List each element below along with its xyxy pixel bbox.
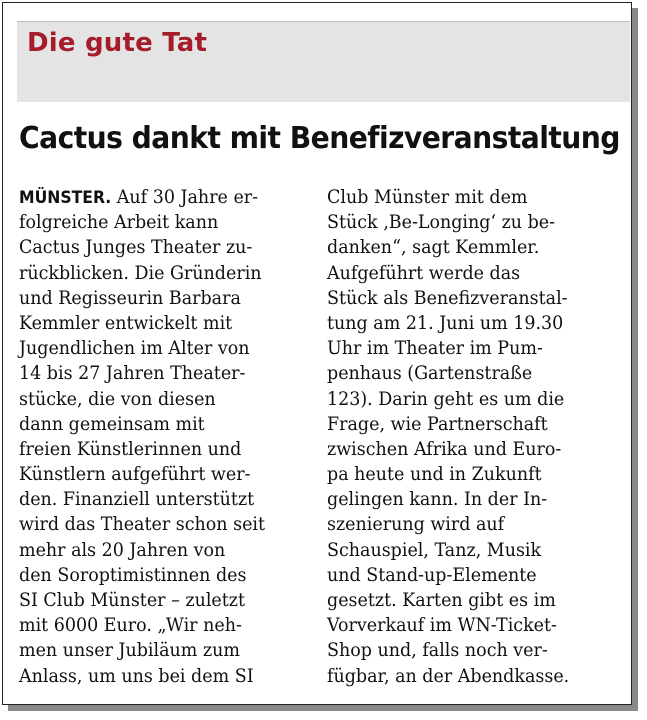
text-line: Aufgeführt werde das xyxy=(327,261,521,284)
text-line: Schauspiel, Tanz, Musik xyxy=(327,538,542,561)
text-line: stücke, die von diesen xyxy=(19,387,216,410)
text-line: tung am 21. Juni um 19.30 xyxy=(327,311,564,334)
text-line: Vorverkauf im WN-Ticket- xyxy=(327,614,557,637)
article-headline: Cactus dankt mit Benefizveranstaltung xyxy=(19,121,620,156)
text-line: Uhr im Theater im Pum- xyxy=(327,337,543,360)
text-line: Jugendlichen im Alter von xyxy=(19,337,250,360)
text-line: SI Club Münster – zuletzt xyxy=(19,589,246,611)
category-bar xyxy=(17,21,630,102)
text-line: gelingen kann. In der In- xyxy=(327,488,548,511)
text-line: dann gemeinsam mit xyxy=(19,412,205,435)
text-line: 14 bis 27 Jahren Theater- xyxy=(19,362,246,385)
text-line: szenierung wird auf xyxy=(327,513,505,536)
text-line: mit 6000 Euro. „Wir neh- xyxy=(19,614,242,637)
text-line: wird das Theater schon seit xyxy=(19,513,266,536)
newspaper-clipping xyxy=(2,2,632,705)
text-line: Kemmler entwickelt mit xyxy=(19,311,233,334)
text-line: rückblicken. Die Gründerin xyxy=(19,261,262,284)
text-line: pa heute und in Zukunft xyxy=(327,463,542,486)
text-line: Club Münster mit dem xyxy=(327,186,528,208)
text-line: danken“, sagt Kemmler. xyxy=(327,236,540,259)
text-line: Frage, wie Partnerschaft xyxy=(327,412,548,435)
category-label: Die gute Tat xyxy=(27,28,208,58)
text-line: Stück ‚Be-Longing‘ zu be- xyxy=(327,211,556,234)
dateline: MÜNSTER. xyxy=(19,188,112,208)
text-line: men unser Jubiläum zum xyxy=(19,639,240,662)
text-line: folgreiche Arbeit kann xyxy=(19,211,219,234)
text-line: gesetzt. Karten gibt es im xyxy=(327,589,556,611)
text-line: den Soroptimistinnen des xyxy=(19,563,247,586)
text-line: und Regisseurin Barbara xyxy=(19,286,241,309)
text-line: Cactus Junges Theater zu- xyxy=(19,236,253,259)
text-line: Künstlern aufgeführt wer- xyxy=(19,463,251,486)
text-line: penhaus (Gartenstraße xyxy=(327,362,533,385)
article-column-left xyxy=(19,185,265,689)
article-column-right xyxy=(327,185,569,689)
text-line xyxy=(19,185,265,210)
text-line: freien Künstlerinnen und xyxy=(19,437,242,460)
text-line: Stück als Benefizveranstal- xyxy=(327,286,568,309)
text-line: Anlass, um uns bei dem SI xyxy=(19,664,254,687)
text-line: den. Finanziell unterstützt xyxy=(19,488,255,511)
text-line: Shop und, falls noch ver- xyxy=(327,639,548,662)
text-line: 123). Darin geht es um die xyxy=(327,387,565,410)
text-line: mehr als 20 Jahren von xyxy=(19,538,226,561)
text-line-content: Auf 30 Jahre er- xyxy=(111,186,259,208)
text-line: und Stand-up-Elemente xyxy=(327,563,537,586)
text-line: fügbar, an der Abendkasse. xyxy=(327,664,570,687)
text-line: zwischen Afrika und Euro- xyxy=(327,437,562,460)
